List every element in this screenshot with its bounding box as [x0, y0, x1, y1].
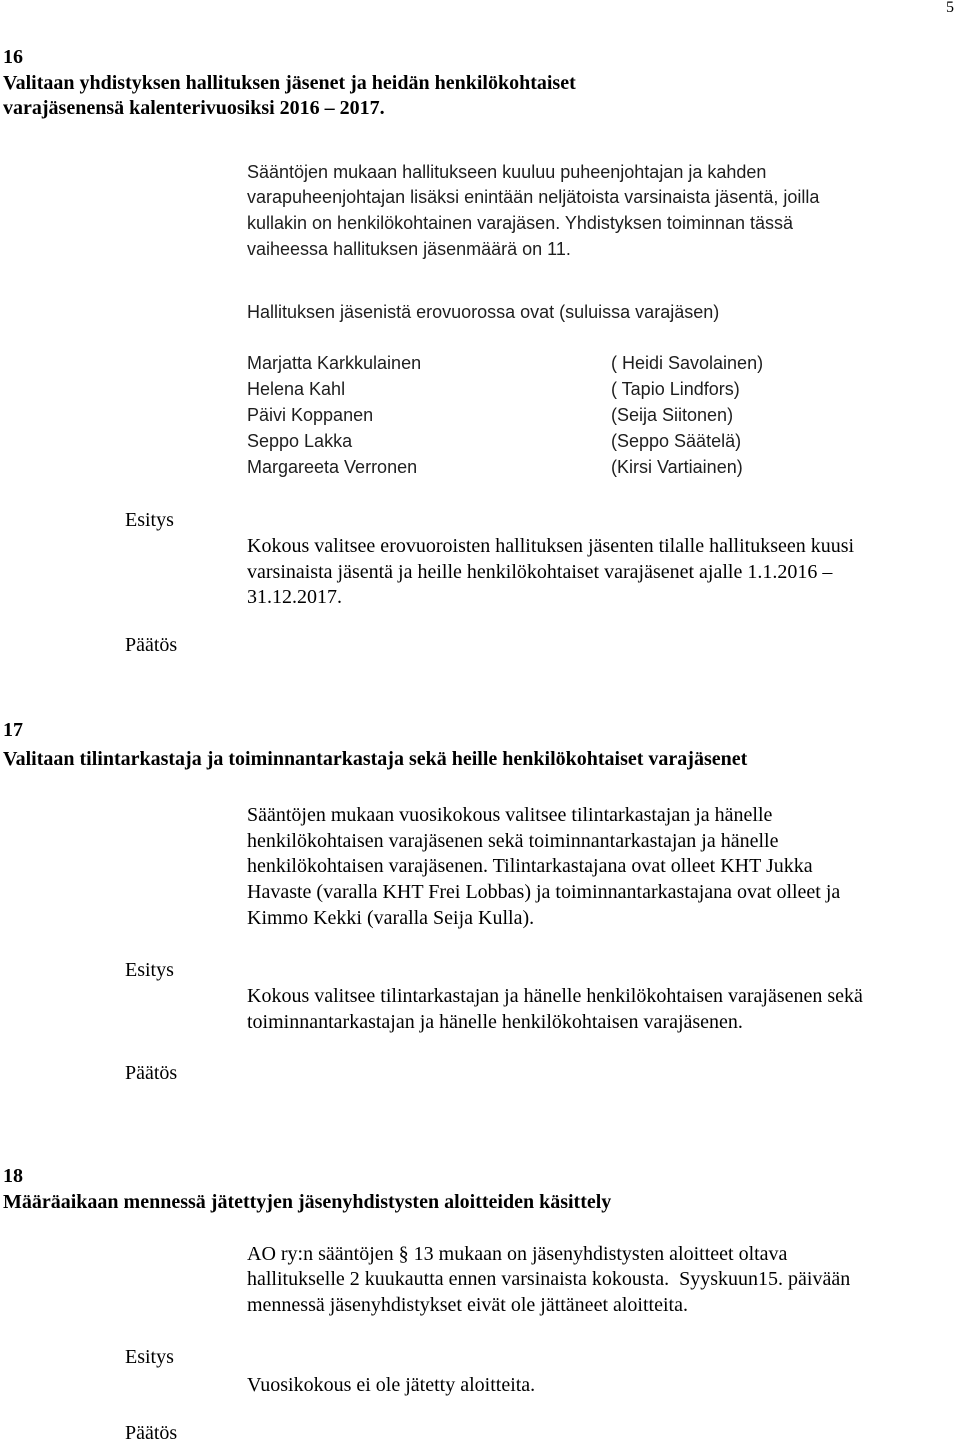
esitys-label: Esitys [125, 959, 174, 981]
section-number: 17 [3, 719, 23, 741]
member-name: Marjatta Karkkulainen [247, 353, 422, 373]
intro-line: Havaste (varalla KHT Frei Lobbas) ja toiminnantarkastajana ovat olleet ja [247, 881, 841, 903]
esitys-line: Vuosikokous ei ole jätetty aloitteita. [247, 1374, 536, 1396]
member-name: Helena Kahl [247, 379, 346, 399]
paatos-label: Päätös [125, 1062, 178, 1084]
esitys-label: Esitys [125, 509, 174, 531]
member-name: Margareeta Verronen [247, 457, 418, 477]
esitys-line: toiminnantarkastajan ja hänelle henkilökohtaisen varajäsenen. [247, 1011, 743, 1033]
intro-line: hallitukselle 2 kuukautta ennen varsinaista kokousta. Syyskuun15. päivään [247, 1268, 851, 1290]
member-deputy: (Seija Siitonen) [611, 405, 734, 425]
paatos-label: Päätös [125, 634, 178, 656]
section-title-line: Määräaikaan mennessä jätettyjen jäsenyhdistysten aloitteiden käsittely [3, 1191, 612, 1213]
member-name: Seppo Lakka [247, 431, 353, 451]
paatos-label: Päätös [125, 1422, 178, 1444]
section-title-line: varajäsenensä kalenterivuosiksi 2016 – 2017. [3, 97, 385, 119]
member-deputy: ( Heidi Savolainen) [611, 353, 764, 373]
esitys-line: 31.12.2017. [247, 586, 342, 608]
esitys-label: Esitys [125, 1346, 174, 1368]
members-heading: Hallituksen jäsenistä erovuorossa ovat (suluissa varajäsen) [247, 302, 720, 322]
section-number: 16 [3, 46, 23, 68]
member-deputy: ( Tapio Lindfors) [611, 379, 740, 399]
esitys-line: Kokous valitsee tilintarkastajan ja hänelle henkilökohtaisen varajäsenen sekä [247, 985, 863, 1007]
member-deputy: (Seppo Säätelä) [611, 431, 742, 451]
intro-line: Kimmo Kekki (varalla Seija Kulla). [247, 907, 535, 929]
section-title-line: Valitaan tilintarkastaja ja toiminnantarkastaja sekä heille henkilökohtaiset varajäsenet [3, 748, 748, 770]
esitys-line: varsinaista jäsentä ja heille henkilökohtaiset varajäsenet ajalle 1.1.2016 – [247, 561, 833, 583]
esitys-line: Kokous valitsee erovuoroisten hallituksen jäsenten tilalle hallitukseen kuusi [247, 535, 855, 557]
intro-line: mennessä jäsenyhdistykset eivät ole jättäneet aloitteita. [247, 1294, 688, 1316]
member-name: Päivi Koppanen [247, 405, 374, 425]
intro-line: AO ry:n sääntöjen § 13 mukaan on jäsenyhdistysten aloitteet oltava [247, 1243, 788, 1265]
intro-line: kullakin on henkilökohtainen varajäsen. Yhdistyksen toiminnan tässä [247, 213, 794, 233]
section-title-line: Valitaan yhdistyksen hallituksen jäsenet ja heidän henkilökohtaiset [3, 72, 576, 94]
page-number: 5 [946, 0, 954, 16]
intro-line: varapuheenjohtajan lisäksi enintään neljätoista varsinaista jäsentä, joilla [247, 187, 820, 207]
intro-line: henkilökohtaisen varajäsenen. Tilintarkastajana ovat olleet KHT Jukka [247, 855, 813, 877]
intro-line: henkilökohtaisen varajäsenen sekä toiminnantarkastajan ja hänelle [247, 830, 779, 852]
section-number: 18 [3, 1165, 23, 1187]
intro-line: Sääntöjen mukaan hallitukseen kuuluu puheenjohtajan ja kahden [247, 162, 767, 182]
member-deputy: (Kirsi Vartiainen) [611, 457, 743, 477]
intro-line: vaiheessa hallituksen jäsenmäärä on 11. [247, 239, 571, 259]
intro-line: Sääntöjen mukaan vuosikokous valitsee tilintarkastajan ja hänelle [247, 804, 773, 826]
